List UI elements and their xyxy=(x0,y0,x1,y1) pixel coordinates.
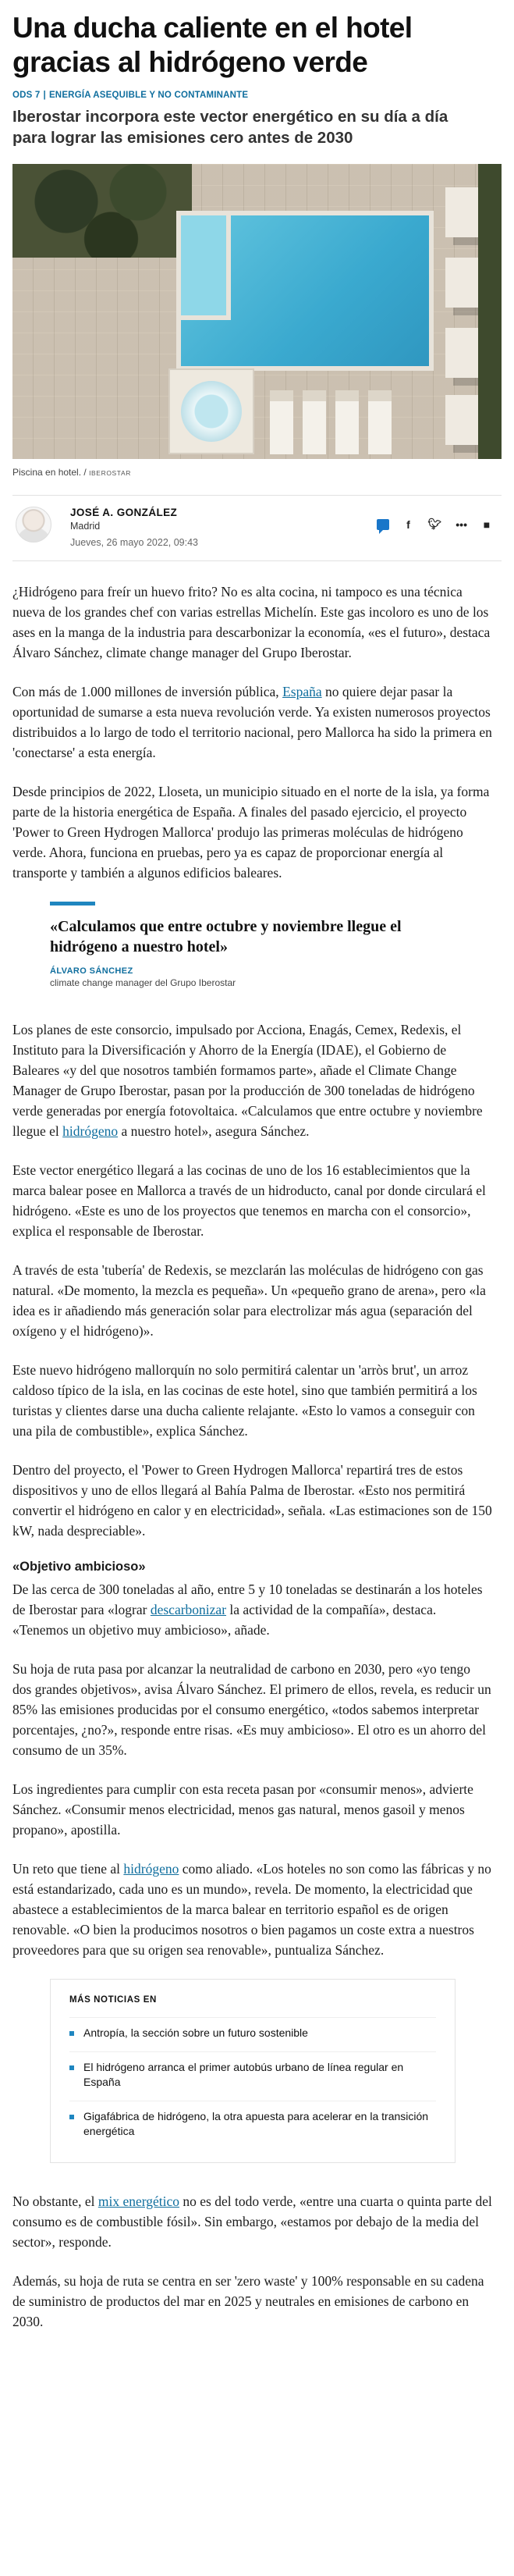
photo-credit: IBEROSTAR xyxy=(89,469,131,477)
photo-jacuzzi xyxy=(168,368,254,454)
comment-icon[interactable] xyxy=(377,519,389,530)
inline-link-hidrogeno[interactable]: hidrógeno xyxy=(123,1861,179,1877)
paragraph: Este nuevo hidrógeno mallorquín no solo permitirá calentar un 'arròs brut', un arroz caldoso típico de la isla, en las cocinas de este hotel, sino que también permitirá a los turistas y clientes darse una ducha caliente relajante. «Esto lo vamos a conseguir con una pila de combustible», explica Sánchez. xyxy=(12,1362,477,1439)
paragraph: Dentro del proyecto, el 'Power to Green Hydrogen Mallorca' repartirá tres de estos dispositivos y uno de ellos llegará al Bahía Palma de Iberostar. «Esto nos permitirá convertir el hidrógeno en calor y en electricidad», señala. «Las estimaciones son de 150 kW, nada despreciable». xyxy=(12,1462,492,1539)
paragraph: Desde principios de 2022, Lloseta, un municipio situado en el norte de la isla, ya forma parte de la historia energética de España. A finales del pasado ejercicio, el proyecto 'Power to Green Hydrogen Mallorca' produjo las primeras moléculas de hidrógeno verde. Ahora, funciona en pruebas, pero ya es capaz de proporcionar energía al transporte y también a algunos edificios baleares. xyxy=(12,784,490,881)
section-label[interactable]: ODS 7 xyxy=(12,91,41,100)
subheading: «Objetivo ambicioso» xyxy=(12,1560,146,1574)
author-name[interactable]: JOSÉ A. GONZÁLEZ xyxy=(70,507,178,518)
paragraph xyxy=(12,1019,492,1141)
inline-link-espana[interactable]: España xyxy=(282,684,322,699)
paragraph-text: Un reto que tiene al xyxy=(12,1861,124,1877)
photo-caption-text: Piscina en hotel. / xyxy=(12,467,87,478)
twitter-icon[interactable]: 🐦︎ xyxy=(427,518,442,530)
article-body xyxy=(12,582,502,2332)
section-separator: | xyxy=(43,91,46,100)
byline xyxy=(12,496,502,561)
more-news-link[interactable]: Gigafábrica de hidrógeno, la otra apuesta para acelerar en la transición energética xyxy=(83,2110,429,2137)
paragraph: Su hoja de ruta pasa por alcanzar la neutralidad de carbono en 2030, pero «yo tengo dos grandes objetivos», avisa Álvaro Sánchez. El primero de ellos, revela, es reducir un 85% las emisiones producidas por el consumo energético, «todos sabemos interpretar porcentajes, ¿no?», responde entre risas. «Es muy ambicioso». El otro es un ahorro del consumo de un 35%. xyxy=(12,1661,491,1758)
bullet-icon xyxy=(69,2065,74,2070)
more-news-title: MÁS NOTICIAS EN xyxy=(69,1995,157,2005)
photo-lounger xyxy=(303,390,326,454)
inline-link-descarbonizar[interactable]: descarbonizar xyxy=(150,1602,227,1617)
photo-caption xyxy=(12,467,502,478)
bookmark-icon[interactable]: ■ xyxy=(483,518,491,531)
author-block xyxy=(70,507,377,548)
paragraph xyxy=(12,681,492,763)
paragraph-text: Los planes de este consorcio, impulsado por Acciona, Enagás, Cemex, Redexis, el Instituto para la Diversificación y Ahorro de la Energía (IDAE), el Gobierno de Baleares «y del que nosotros también formamos parte», añade el Climate Change Manager de Grupo Iberostar, pasan por la producción de 300 toneladas de hidrógeno verde generadas por energía fotovoltaica. «Calculamos que entre octubre y noviembre llegue el xyxy=(12,1022,483,1139)
paragraph xyxy=(12,2191,492,2252)
facebook-icon[interactable]: f xyxy=(406,518,410,531)
paragraph-text: la actividad de la compañía», destaca. «Tenemos un objetivo muy ambicioso», añade. xyxy=(12,1602,437,1638)
quote-text: «Calculamos que entre octubre y noviembre llegue el hidrógeno a nuestro hotel» xyxy=(50,918,402,955)
more-news-box xyxy=(50,1979,456,2163)
author-avatar[interactable] xyxy=(16,507,51,543)
share-bar xyxy=(377,507,502,531)
photo-trees xyxy=(12,164,192,258)
paragraph: Los ingredientes para cumplir con esta receta pasan por «consumir menos», advierte Sánchez. «Consumir menos electricidad, menos gas natural, menos gasoil y menos propano», apostilla. xyxy=(12,1781,473,1838)
photo-pool-step xyxy=(176,211,231,320)
hero-photo xyxy=(12,164,502,459)
paragraph: A través de esta 'tubería' de Redexis, se mezclarán las moléculas de hidrógeno con gas natural. «De momento, la mezcla es pequeña». Un «pequeño grano de arena», pero «la idea es ir añadiendo más generación solar para electrolizar más agua (separación del oxígeno y el hidrógeno)». xyxy=(12,1262,486,1339)
bullet-icon xyxy=(69,2031,74,2036)
paragraph: Además, su hoja de ruta se centra en ser 'zero waste' y 100% responsable en su cadena de suministro de productos del mar en 2025 y neutrales en emisiones de carbono en 2030. xyxy=(12,2273,484,2329)
section-tag[interactable] xyxy=(12,91,502,100)
paragraph-text: Con más de 1.000 millones de inversión pública, xyxy=(12,684,283,699)
photo-lounger xyxy=(335,390,359,454)
article-headline: Una ducha caliente en el hotel gracias al hidrógeno verde xyxy=(12,12,413,78)
bullet-icon xyxy=(69,2115,74,2119)
quote-role: climate change manager del Grupo Iberostar xyxy=(50,977,236,988)
quote-bar xyxy=(50,902,95,906)
paragraph-text: como aliado. «Los hoteles no son como las fábricas y no está estandarizado, cada uno es un mundo», revela. De momento, la electricidad que abastece a establecimientos de la marca balear en territorio español es de origen renovable. «O bien la producimos nosotros o bien pagamos un coste extra a nuestros proveedores para que su origen sea renovable», puntualiza Sánchez. xyxy=(12,1861,491,1958)
inline-link-mix-energetico[interactable]: mix energético xyxy=(97,2194,179,2209)
paragraph-text: a nuestro hotel», asegura Sánchez. xyxy=(118,1123,310,1139)
quote-author: ÁLVARO SÁNCHEZ xyxy=(50,966,133,976)
paragraph xyxy=(12,1859,492,1960)
publish-date: Jueves, 26 mayo 2022, 09:43 xyxy=(70,537,199,548)
more-news-item[interactable] xyxy=(69,2101,436,2150)
photo-lounger xyxy=(270,390,293,454)
section-sublabel[interactable]: ENERGÍA ASEQUIBLE Y NO CONTAMINANTE xyxy=(48,91,249,100)
paragraph-text: De las cerca de 300 toneladas al año, entre 5 y 10 toneladas se destinarán a los hoteles de Iberostar para «lograr xyxy=(12,1582,483,1617)
pull-quote xyxy=(50,902,456,988)
paragraph-text: No obstante, el xyxy=(12,2194,98,2209)
paragraph: Este vector energético llegará a las cocinas de uno de los 16 establecimientos que la marca balear posee en Mallorca a través de un hidroducto, canal por donde circulará el hidrógeno. «Este es uno de los proyectos que tenemos en marcha con el consorcio», explica el responsable de Iberostar. xyxy=(12,1162,486,1239)
more-news-link[interactable]: Antropía, la sección sobre un futuro sostenible xyxy=(83,2026,308,2039)
photo-hedge xyxy=(478,164,502,459)
paragraph xyxy=(12,1579,492,1640)
paragraph-text: no quiere dejar pasar la oportunidad de sumarse a esta nueva revolución verde. Ya existen numerosos proyectos distribuidos a lo largo de todo el territorio nacional, pero Mallorca ha sido la primera en 'conectarse' a esta energía. xyxy=(12,684,492,760)
article-subtitle: Iberostar incorpora este vector energético en su día a día para lograr las emisiones cero antes de 2030 xyxy=(12,108,448,147)
author-city: Madrid xyxy=(70,521,101,532)
paragraph: ¿Hidrógeno para freír un huevo frito? No es alta cocina, ni tampoco es una técnica nueva de los grandes chef con varias estrellas Michelín. Este gas incoloro es uno de los ases en la manga de la industria para descarbonizar la economía, «es el futuro», destaca Álvaro Sánchez, climate change manager del Grupo Iberostar. xyxy=(12,584,491,660)
inline-link-hidrogeno[interactable]: hidrógeno xyxy=(62,1123,119,1139)
more-icon[interactable]: ••• xyxy=(456,518,467,531)
paragraph-text: no es del todo verde, «entre una cuarta o quinta parte del consumo es de combustible fósil». Sin embargo, «estamos por debajo de la media del sector», responde. xyxy=(12,2194,492,2250)
more-news-item[interactable] xyxy=(69,2051,436,2101)
more-news-item[interactable] xyxy=(69,2017,436,2051)
photo-lounger xyxy=(368,390,392,454)
more-news-link[interactable]: El hidrógeno arranca el primer autobús urbano de línea regular en España xyxy=(83,2061,404,2088)
